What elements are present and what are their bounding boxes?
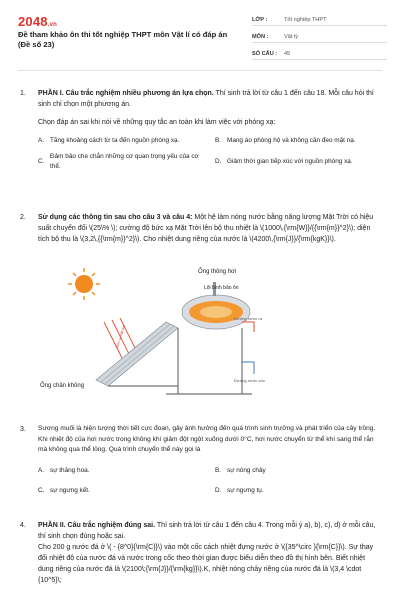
question-number: 3. [20,426,26,433]
question-2-text: Sử dụng các thông tin sau cho câu 3 và câu 4: Một hệ làm nóng nước bằng năng lượng Mặt Trời có hiệu suất chuyển đổi \(25\% \); cường độ bức xạ Mặt Trời lên bộ thu nhiệt là \(1000\,{\rm{W}}/{{\rm{m}}^2}\); diện tích bộ thu là \(3,2\,{{\rm{m}}^2}\). Cho nhiệt dung riêng của nước là \(4200\,{\rm{J}}/{\rm{kgK}}\). [38,214,374,243]
header [0,0,400,66]
question-1-options [38,136,382,172]
label-hot-out: Đường nước ra [234,316,262,321]
sun-icon [68,268,100,300]
option-b[interactable]: B. sự nóng chảy [215,466,266,474]
option-a[interactable]: A. Tăng khoảng cách từ ta đến nguồn phóng xạ. [38,137,180,144]
meta-info [252,14,387,65]
label-vent-pipe: Ống thông hơi [198,269,237,275]
label-vacuum-tube: Ống chân không [40,383,85,389]
option-a[interactable]: A. sự thăng hoa. [38,466,90,474]
question-3 [20,424,382,496]
question-4-text: Cho 200 g nước đá ở \( - {8^0}{\rm{C}}\) vào một cốc cách nhiệt đựng nước ở \({35^\circ }{\rm{C}}\). Sự thay đổi nhiệt độ của nước đá và nước trong cốc theo thời gian được biểu diễn theo đồ thị hình bên. Biết nhiệt dung riêng của nước đá là \(2100\;{\rm{J}}/{\rm{kg}}\).K, nhiệt nóng chảy riêng của nước đá là \(3,4 \cdot {10^5}\; [38,544,374,584]
meta-class: LỚP : Tốt nghiệp THPT [252,14,387,26]
option-d[interactable]: D. Giảm thời gian tiếp xúc với nguồn phóng xạ. [215,158,353,165]
option-d[interactable]: D. sự ngưng tụ. [215,486,264,494]
question-1-instructions: PHẦN I. Câu trắc nghiệm nhiều phương án lựa chọn. Thí sinh trả lời từ câu 1 đến câu 18. Mỗi câu hỏi thí sinh chỉ chọn một phương án. [38,90,374,108]
question-1 [20,88,382,172]
meta-subject: MÔN : Vật lý [252,31,387,43]
question-number: 1. [20,90,26,97]
question-2 [20,212,382,245]
option-c[interactable]: C. sự ngưng kết. [38,486,90,494]
question-3-text: Sương muối là hiện tượng thời tiết cực đoan, gây ảnh hưởng đến quá trình sinh trưởng và phát triển của cây trồng. Khi nhiệt độ của hơi nước trong không khí giảm đột ngột xuống dưới 0°C, hơi nước chuyển từ thể khí sang thể rắn mà không qua thể lỏng. Quá trình chuyển thể này gọi là [38,425,376,453]
hot-water-pipe [242,322,254,332]
question-number: 2. [20,214,26,221]
question-4 [20,520,382,586]
page-title: Đề tham khảo ôn thi tốt nghiệp THPT môn Vật lí có đáp án (Đề số 23) [18,30,228,49]
option-c[interactable]: C. Đảm bảo che chắn những cơ quan trọng yếu của cơ thể. [38,153,199,170]
meta-count: SỐ CÂU : 45 [252,48,387,60]
question-4-instructions: PHẦN II. Câu trắc nghiệm đúng sai. Thí sinh trả lời từ câu 1 đến câu 4. Trong mỗi ý a), b), c), d) ở mỗi câu, thí sinh chọn đúng hoặc sai. [38,522,376,540]
cold-water-pipe [242,362,254,374]
header-divider [18,70,382,71]
solar-water-heater-figure [40,262,266,402]
label-tank-core: Lõi bình bảo ôn [204,285,239,291]
label-solar-radiation: Bức xạ mặt trời [115,324,127,349]
option-b[interactable]: B. Mang áo phòng hộ và không cần đeo mặt nạ. [215,137,356,144]
label-cold-in: Đường nước vào [234,378,265,383]
site-logo[interactable]: 2048.vn [18,14,58,29]
question-3-options [38,466,382,496]
question-number: 4. [20,522,26,529]
question-1-stem: Chọn đáp án sai khi nói về những quy tắc an toàn khi làm việc với phóng xạ: [38,119,276,126]
